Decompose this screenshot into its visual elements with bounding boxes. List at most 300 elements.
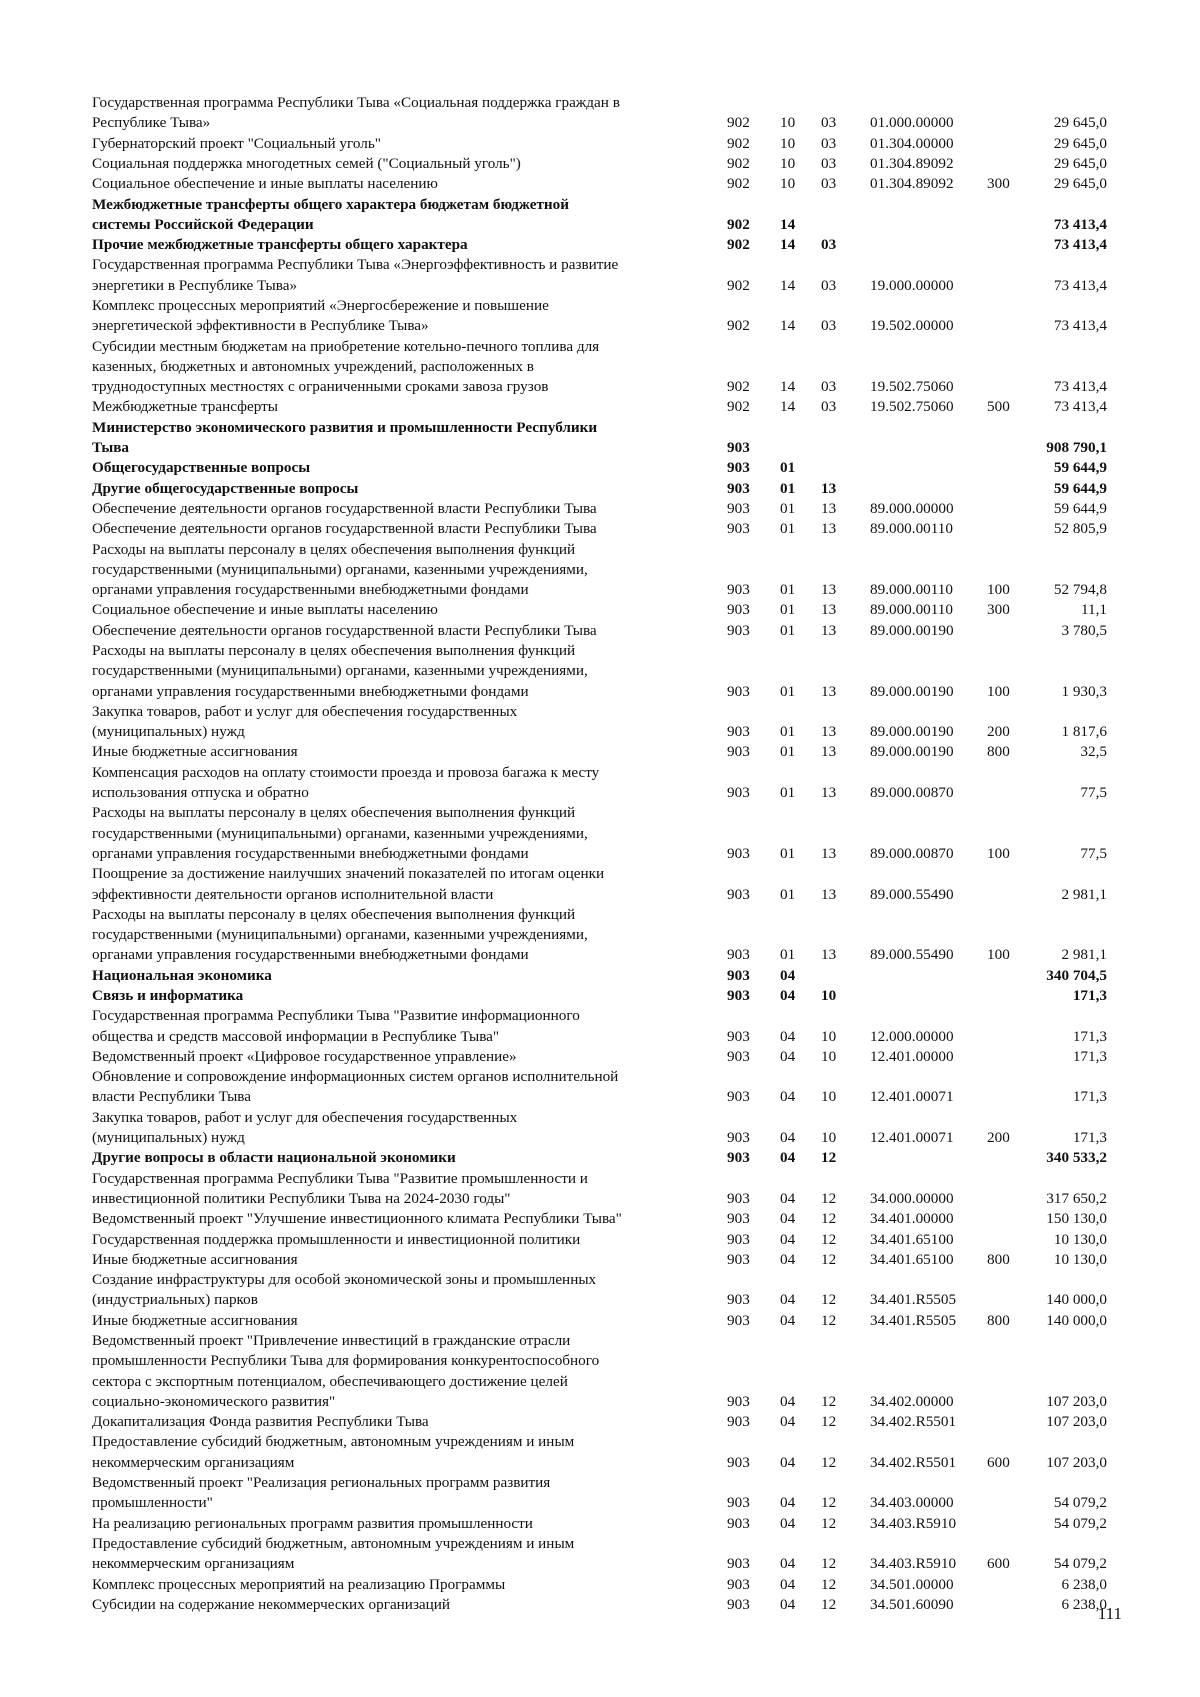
subsection-code: 10 — [821, 1088, 837, 1106]
section-code: 04 — [780, 1149, 796, 1167]
row-line — [0, 540, 1200, 560]
expense-name: некоммерческим организациям — [92, 1453, 295, 1471]
row-line — [0, 174, 1200, 194]
row-line — [0, 1209, 1200, 1229]
ministry-code: 903 — [727, 1149, 750, 1167]
page-number: 111 — [1097, 1604, 1122, 1623]
ministry-code: 903 — [727, 966, 750, 984]
expense-name: Расходы на выплаты персоналу в целях обеспечения выполнения функций — [92, 540, 576, 558]
ministry-code: 903 — [727, 723, 750, 741]
amount: 2 981,1 — [1061, 885, 1107, 903]
expense-name: Создание инфраструктуры для особой экономической зоны и промышленных — [92, 1271, 597, 1289]
expense-name: Государственная поддержка промышленности и инвестиционной политики — [92, 1230, 581, 1248]
subsection-code: 12 — [821, 1149, 837, 1167]
amount: 171,3 — [1072, 1047, 1107, 1065]
section-code: 14 — [780, 378, 796, 396]
expense-name: Иные бюджетные ассигнования — [92, 1250, 298, 1268]
ministry-code: 903 — [727, 1595, 750, 1613]
expense-name: (муниципальных) нужд — [92, 1129, 245, 1146]
row-line — [0, 641, 1200, 661]
row-line — [0, 885, 1200, 905]
subsection-code: 12 — [821, 1250, 837, 1268]
amount: 29 645,0 — [1053, 134, 1107, 152]
expense-name: органами управления государственными внебюджетными фондами — [92, 946, 529, 964]
expense-name: Закупка товаров, работ и услуг для обеспечения государственных — [92, 1108, 518, 1126]
row-line — [0, 1412, 1200, 1432]
subsection-code: 12 — [821, 1575, 837, 1593]
expense-name: Государственная программа Республики Тыва "Развитие информационного — [92, 1007, 580, 1025]
target-article-code: 12.401.00000 — [870, 1047, 954, 1065]
target-article-code: 89.000.00870 — [870, 844, 954, 862]
ministry-code: 902 — [727, 398, 750, 416]
row-line — [0, 905, 1200, 925]
expense-name: Закупка товаров, работ и услуг для обеспечения государственных — [92, 702, 518, 720]
amount: 340 533,2 — [1046, 1149, 1107, 1167]
expense-name: энергетики в Республике Тыва» — [92, 276, 298, 294]
target-article-code: 89.000.55490 — [870, 885, 954, 903]
ministry-code: 903 — [727, 581, 750, 599]
ministry-code: 902 — [727, 276, 750, 294]
expense-name: Предоставление субсидий бюджетным, автономным учреждениям и иным — [92, 1433, 575, 1451]
expense-name: Поощрение за достижение наилучших значений показателей по итогам оценки — [92, 865, 605, 883]
section-code: 04 — [780, 1555, 796, 1573]
ministry-code: 903 — [727, 743, 750, 761]
ministry-code: 903 — [727, 479, 750, 497]
ministry-code: 903 — [727, 439, 750, 456]
expense-name: Обеспечение деятельности органов государственной власти Республики Тыва — [92, 621, 597, 639]
ministry-code: 903 — [727, 885, 750, 903]
expense-name: Государственная программа Республики Тыва «Социальная поддержка граждан в — [92, 94, 620, 111]
expense-name: Межбюджетные трансферты общего характера бюджетам бюджетной — [92, 195, 569, 213]
row-line — [0, 742, 1200, 762]
amount: 171,3 — [1072, 1027, 1107, 1045]
subsection-code: 12 — [821, 1189, 837, 1207]
subsection-code: 13 — [821, 844, 837, 862]
row-line — [0, 1534, 1200, 1554]
section-code: 04 — [780, 966, 796, 984]
row-line — [0, 1169, 1200, 1189]
section-code: 04 — [780, 1413, 796, 1431]
row-line — [0, 195, 1200, 215]
target-article-code: 89.000.55490 — [870, 946, 954, 964]
subsection-code: 13 — [821, 682, 837, 700]
ministry-code: 902 — [727, 236, 750, 254]
amount: 52 794,8 — [1053, 581, 1107, 599]
expense-name: эффективности деятельности органов исполнительной власти — [92, 885, 494, 903]
subsection-code: 12 — [821, 1230, 837, 1248]
row-line — [0, 803, 1200, 823]
subsection-code: 13 — [821, 946, 837, 964]
target-article-code: 34.401.65100 — [870, 1230, 954, 1248]
section-code: 01 — [780, 723, 796, 741]
expense-name: Республике Тыва» — [92, 114, 211, 132]
row-line — [0, 824, 1200, 844]
subsection-code: 12 — [821, 1555, 837, 1573]
row-line — [0, 986, 1200, 1006]
expense-name: общества и средств массовой информации в Республике Тыва" — [92, 1027, 500, 1045]
subsection-code: 12 — [821, 1453, 837, 1471]
amount: 77,5 — [1080, 784, 1107, 801]
row-line — [0, 215, 1200, 235]
amount: 1 817,6 — [1061, 723, 1107, 741]
ministry-code: 903 — [727, 1129, 750, 1146]
section-code: 01 — [780, 520, 796, 538]
target-article-code: 19.000.00000 — [870, 276, 954, 294]
amount: 150 130,0 — [1046, 1210, 1107, 1228]
expense-name: Иные бюджетные ассигнования — [92, 1311, 298, 1329]
amount: 908 790,1 — [1046, 439, 1107, 456]
subsection-code: 13 — [821, 499, 837, 517]
expense-name: органами управления государственными внебюджетными фондами — [92, 682, 529, 700]
target-article-code: 89.000.00110 — [870, 581, 953, 599]
section-code: 01 — [780, 601, 796, 619]
expense-name: Ведомственный проект "Привлечение инвестиций в гражданские отрасли — [92, 1331, 571, 1349]
row-line — [0, 134, 1200, 154]
subsection-code: 13 — [821, 601, 837, 619]
section-code: 01 — [780, 499, 796, 517]
ministry-code: 903 — [727, 1250, 750, 1268]
row-line — [0, 1473, 1200, 1493]
row-line — [0, 479, 1200, 499]
amount: 2 981,1 — [1061, 946, 1107, 964]
expense-name: Социальное обеспечение и иные выплаты населению — [92, 175, 438, 193]
row-line — [0, 945, 1200, 965]
row-line — [0, 1554, 1200, 1574]
subsection-code: 13 — [821, 479, 837, 497]
subsection-code: 12 — [821, 1291, 837, 1309]
subsection-code: 12 — [821, 1413, 837, 1431]
section-code: 01 — [780, 946, 796, 964]
expense-name: инвестиционной политики Республики Тыва на 2024-2030 годы" — [92, 1189, 511, 1207]
section-code: 01 — [780, 784, 796, 801]
row-line — [0, 397, 1200, 417]
expense-type-code: 200 — [987, 723, 1010, 741]
expense-type-code: 600 — [987, 1555, 1010, 1573]
ministry-code: 903 — [727, 1230, 750, 1248]
ministry-code: 903 — [727, 520, 750, 538]
expense-name: Компенсация расходов на оплату стоимости проезда и провоза багажа к месту — [92, 763, 600, 781]
subsection-code: 03 — [821, 317, 837, 335]
target-article-code: 89.000.00190 — [870, 682, 954, 700]
target-article-code: 89.000.00190 — [870, 621, 954, 639]
amount: 54 079,2 — [1053, 1494, 1107, 1512]
row-line — [0, 1432, 1200, 1452]
expense-name: Государственная программа Республики Тыва "Развитие промышленности и — [92, 1169, 588, 1187]
expense-name: Ведомственный проект "Улучшение инвестиционного климата Республики Тыва" — [92, 1210, 622, 1228]
section-code: 04 — [780, 1047, 796, 1065]
amount: 140 000,0 — [1046, 1291, 1107, 1309]
section-code: 14 — [780, 317, 796, 335]
expense-name: Национальная экономика — [92, 966, 272, 984]
section-code: 10 — [780, 134, 796, 152]
ministry-code: 902 — [727, 134, 750, 152]
row-line — [0, 316, 1200, 336]
section-code: 01 — [780, 682, 796, 700]
subsection-code: 12 — [821, 1595, 837, 1613]
ministry-code: 902 — [727, 154, 750, 172]
section-code: 04 — [780, 1027, 796, 1045]
expense-name: Обеспечение деятельности органов государственной власти Республики Тыва — [92, 520, 597, 538]
subsection-code: 13 — [821, 743, 837, 761]
subsection-code: 13 — [821, 581, 837, 599]
amount: 59 644,9 — [1053, 499, 1107, 517]
target-article-code: 34.501.00000 — [870, 1575, 954, 1593]
amount: 10 130,0 — [1053, 1250, 1107, 1268]
target-article-code: 34.402.R5501 — [870, 1453, 957, 1471]
expense-name: использования отпуска и обратно — [92, 784, 309, 801]
section-code: 10 — [780, 114, 796, 132]
subsection-code: 13 — [821, 784, 837, 801]
target-article-code: 89.000.00110 — [870, 520, 953, 538]
ministry-code: 903 — [727, 601, 750, 619]
section-code: 04 — [780, 1453, 796, 1471]
ministry-code: 903 — [727, 459, 750, 477]
target-article-code: 34.402.R5501 — [870, 1413, 957, 1431]
expense-name: Губернаторский проект "Социальный уголь" — [92, 134, 381, 152]
subsection-code: 03 — [821, 114, 837, 132]
expense-type-code: 300 — [987, 601, 1010, 619]
row-line — [0, 1108, 1200, 1128]
expense-type-code: 300 — [987, 175, 1010, 193]
expense-type-code: 100 — [987, 946, 1010, 964]
expense-name: системы Российской Федерации — [92, 215, 314, 233]
amount: 107 203,0 — [1046, 1392, 1107, 1410]
row-line — [0, 1189, 1200, 1209]
target-article-code: 19.502.75060 — [870, 378, 954, 396]
amount: 3 780,5 — [1061, 621, 1107, 639]
ministry-code: 903 — [727, 1392, 750, 1410]
amount: 54 079,2 — [1053, 1514, 1107, 1532]
ministry-code: 903 — [727, 844, 750, 862]
row-line — [0, 1290, 1200, 1310]
section-code: 04 — [780, 1088, 796, 1106]
target-article-code: 01.304.89092 — [870, 175, 954, 193]
ministry-code: 903 — [727, 1514, 750, 1532]
amount: 73 413,4 — [1053, 398, 1107, 416]
row-line — [0, 1392, 1200, 1412]
expense-name: социально-экономического развития" — [92, 1392, 336, 1410]
expense-name: Общегосударственные вопросы — [92, 459, 311, 477]
target-article-code: 19.502.75060 — [870, 398, 954, 416]
row-line — [0, 458, 1200, 478]
row-line — [0, 1230, 1200, 1250]
expense-name: Прочие межбюджетные трансферты общего характера — [92, 236, 468, 254]
ministry-code: 903 — [727, 499, 750, 517]
expense-type-code: 100 — [987, 682, 1010, 700]
amount: 317 650,2 — [1046, 1189, 1107, 1207]
ministry-code: 903 — [727, 621, 750, 639]
expense-type-code: 500 — [987, 398, 1010, 416]
target-article-code: 01.304.00000 — [870, 134, 954, 152]
amount: 59 644,9 — [1053, 479, 1107, 497]
row-line — [0, 1047, 1200, 1067]
expense-name: Расходы на выплаты персоналу в целях обеспечения выполнения функций — [92, 804, 576, 822]
amount: 171,3 — [1072, 1088, 1107, 1106]
expense-name: государственными (муниципальными) органами, казенными учреждениями, — [92, 824, 588, 842]
expense-name: Межбюджетные трансферты — [92, 398, 278, 416]
target-article-code: 89.000.00190 — [870, 723, 954, 741]
target-article-code: 34.401.65100 — [870, 1250, 954, 1268]
target-article-code: 34.402.00000 — [870, 1392, 954, 1410]
row-line — [0, 1006, 1200, 1026]
subsection-code: 03 — [821, 276, 837, 294]
target-article-code: 34.401.00000 — [870, 1210, 954, 1228]
subsection-code: 13 — [821, 885, 837, 903]
expense-name: государственными (муниципальными) органами, казенными учреждениями, — [92, 926, 588, 944]
expense-name: Другие общегосударственные вопросы — [92, 479, 359, 497]
row-line — [0, 1595, 1200, 1615]
section-code: 01 — [780, 459, 796, 477]
row-line — [0, 1250, 1200, 1270]
expense-name: (индустриальных) парков — [92, 1291, 258, 1309]
ministry-code: 903 — [727, 1027, 750, 1045]
amount: 32,5 — [1080, 743, 1107, 761]
section-code: 04 — [780, 1250, 796, 1268]
expense-name: Комплекс процессных мероприятий «Энергосбережение и повышение — [92, 296, 549, 314]
target-article-code: 34.403.00000 — [870, 1494, 954, 1512]
section-code: 04 — [780, 1210, 796, 1228]
section-code: 14 — [780, 215, 796, 233]
amount: 29 645,0 — [1053, 154, 1107, 172]
row-line — [0, 1027, 1200, 1047]
expense-type-code: 800 — [987, 1250, 1010, 1268]
section-code: 04 — [780, 1494, 796, 1512]
amount: 73 413,4 — [1053, 317, 1107, 335]
subsection-code: 13 — [821, 520, 837, 538]
row-line — [0, 783, 1200, 803]
expense-name: Ведомственный проект «Цифровое государственное управление» — [92, 1047, 517, 1065]
row-line — [0, 966, 1200, 986]
row-line — [0, 763, 1200, 783]
row-line — [0, 1067, 1200, 1087]
row-line — [0, 560, 1200, 580]
subsection-code: 12 — [821, 1392, 837, 1410]
target-article-code: 01.304.89092 — [870, 154, 954, 172]
expense-type-code: 100 — [987, 581, 1010, 599]
section-code: 10 — [780, 175, 796, 193]
ministry-code: 903 — [727, 1311, 750, 1329]
row-line — [0, 499, 1200, 519]
target-article-code: 89.000.00870 — [870, 784, 954, 801]
row-line — [0, 255, 1200, 275]
row-line — [0, 377, 1200, 397]
target-article-code: 34.401.R5505 — [870, 1291, 957, 1309]
expense-name: Иные бюджетные ассигнования — [92, 743, 298, 761]
ministry-code: 903 — [727, 1291, 750, 1309]
section-code: 04 — [780, 986, 796, 1004]
expense-name: органами управления государственными внебюджетными фондами — [92, 581, 529, 599]
section-code: 04 — [780, 1575, 796, 1593]
expense-name: Докапитализация Фонда развития Республики Тыва — [92, 1413, 429, 1431]
subsection-code: 10 — [821, 1129, 837, 1146]
ministry-code: 902 — [727, 378, 750, 396]
expense-name: Ведомственный проект "Реализация региональных программ развития — [92, 1474, 551, 1491]
row-line — [0, 1311, 1200, 1331]
subsection-code: 03 — [821, 398, 837, 416]
target-article-code: 34.403.R5910 — [870, 1514, 957, 1532]
subsection-code: 10 — [821, 986, 837, 1004]
target-article-code: 89.000.00000 — [870, 499, 954, 517]
row-line — [0, 1372, 1200, 1392]
section-code: 01 — [780, 885, 796, 903]
amount: 340 704,5 — [1046, 966, 1107, 984]
section-code: 14 — [780, 276, 796, 294]
section-code: 04 — [780, 1230, 796, 1248]
subsection-code: 03 — [821, 134, 837, 152]
section-code: 04 — [780, 1189, 796, 1207]
amount: 11,1 — [1080, 601, 1107, 619]
target-article-code: 89.000.00190 — [870, 743, 954, 761]
subsection-code: 10 — [821, 1047, 837, 1065]
amount: 77,5 — [1080, 844, 1107, 862]
row-line — [0, 154, 1200, 174]
section-code: 14 — [780, 398, 796, 416]
target-article-code: 34.000.00000 — [870, 1189, 954, 1207]
amount: 107 203,0 — [1046, 1413, 1107, 1431]
subsection-code: 13 — [821, 723, 837, 741]
ministry-code: 903 — [727, 1047, 750, 1065]
row-line — [0, 925, 1200, 945]
expense-name: власти Республики Тыва — [92, 1088, 252, 1106]
expense-name: Субсидии на содержание некоммерческих организаций — [92, 1595, 451, 1613]
row-line — [0, 296, 1200, 316]
expense-name: (муниципальных) нужд — [92, 723, 245, 741]
subsection-code: 03 — [821, 154, 837, 172]
section-code: 01 — [780, 621, 796, 639]
expense-type-code: 100 — [987, 844, 1010, 862]
section-code: 04 — [780, 1514, 796, 1532]
section-code: 14 — [780, 236, 796, 254]
ministry-code: 903 — [727, 1413, 750, 1431]
target-article-code: 34.501.60090 — [870, 1595, 954, 1613]
row-line — [0, 580, 1200, 600]
expense-name: Обеспечение деятельности органов государственной власти Республики Тыва — [92, 499, 597, 517]
row-line — [0, 1493, 1200, 1513]
ministry-code: 902 — [727, 317, 750, 335]
section-code: 04 — [780, 1291, 796, 1309]
row-line — [0, 235, 1200, 255]
expense-name: казенных, бюджетных и автономных учреждений, расположенных в — [92, 357, 534, 375]
row-line — [0, 722, 1200, 742]
row-line — [0, 702, 1200, 722]
subsection-code: 03 — [821, 236, 837, 254]
section-code: 01 — [780, 844, 796, 862]
ministry-code: 903 — [727, 784, 750, 801]
expense-name: Государственная программа Республики Тыва «Энергоэффективность и развитие — [92, 256, 619, 274]
expense-name: промышленности Республики Тыва для формирования конкурентоспособного — [92, 1352, 600, 1370]
amount: 6 238,0 — [1061, 1575, 1107, 1593]
subsection-code: 13 — [821, 621, 837, 639]
ministry-code: 903 — [727, 1088, 750, 1106]
section-code: 01 — [780, 743, 796, 761]
row-line — [0, 682, 1200, 702]
amount: 59 644,9 — [1053, 459, 1107, 477]
amount: 73 413,4 — [1053, 215, 1107, 233]
row-line — [0, 1128, 1200, 1148]
expense-name: Обновление и сопровождение информационных систем органов исполнительной — [92, 1068, 619, 1086]
row-line — [0, 621, 1200, 641]
amount: 73 413,4 — [1053, 276, 1107, 294]
row-line — [0, 1514, 1200, 1534]
expense-name: Комплекс процессных мероприятий на реализацию Программы — [92, 1575, 506, 1593]
subsection-code: 03 — [821, 378, 837, 396]
expense-name: Связь и информатика — [92, 986, 244, 1004]
row-line — [0, 844, 1200, 864]
expense-name: энергетической эффективности в Республике Тыва» — [92, 317, 429, 335]
row-line — [0, 600, 1200, 620]
amount: 29 645,0 — [1053, 114, 1107, 132]
target-article-code: 19.502.00000 — [870, 317, 954, 335]
